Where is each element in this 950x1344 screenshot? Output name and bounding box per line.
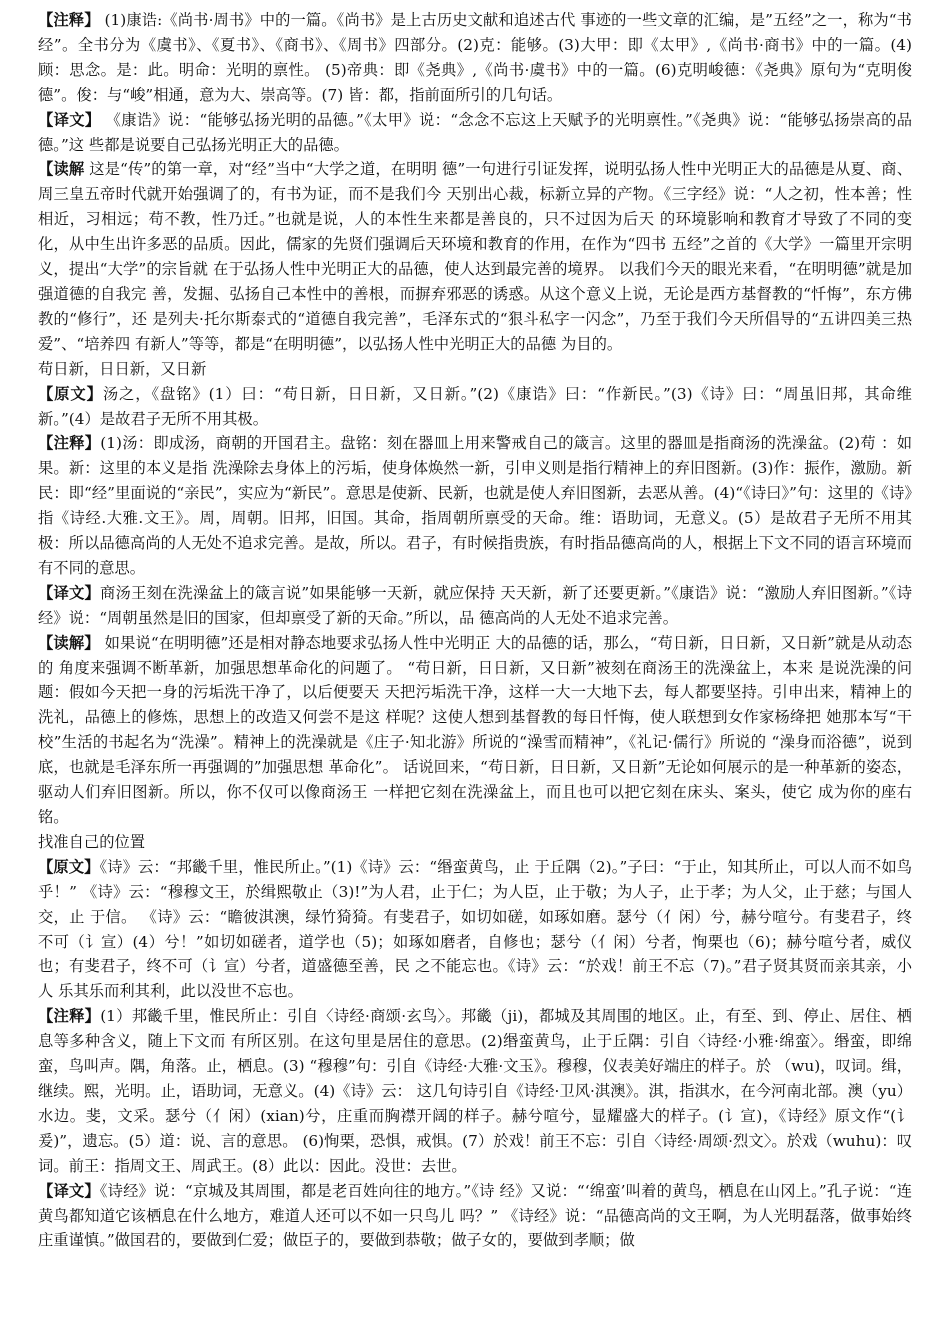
section-tag: 【注释】 xyxy=(38,434,101,453)
section-tag: 【译文】 xyxy=(38,583,100,602)
paragraph-interpretation-2 xyxy=(38,631,912,830)
paragraph-text: 商汤王刻在洗澡盆上的箴言说”如果能够一天新，就应保持 天天新，新了还要更新。”《康诰》说：“激励人弃旧图新。”《诗 经》说：“周朝虽然是旧的国家，但却禀受了新的天命。”所以，品 德高尚的人无处不追求完善。 xyxy=(38,583,912,627)
section-tag: 【读解】 xyxy=(38,633,100,652)
section-heading-position: 找准自己的位置 xyxy=(38,832,146,851)
paragraph-translation-3 xyxy=(38,1179,912,1254)
section-tag: 【原文】 xyxy=(38,857,100,876)
paragraph-original-2 xyxy=(38,382,912,432)
paragraph-text: 《诗》云：“邦畿千里，惟民所止。”(1)《诗》云：“缗蛮黄鸟，止 于丘隅（2)。”子曰：“于止，知其所止，可以人而不如鸟乎！” 《诗》云：“穆穆文王，於缉熙敬止（3)!”为人君，止于仁；为人臣，止于敬；为人子，止于孝；为人父，止于慈；与国人交，止 于信。 《诗》云：“瞻彼淇澳，绿竹猗猗。有斐君子，如切如磋，如琢如磨。瑟兮（亻闲）兮，赫兮喧兮。有斐君子，终不可（讠宣）(4）兮！”如切如磋者，道学也（5)；如琢如磨者，自修也；瑟兮（亻闲）兮者，恂栗也（6)；赫兮喧兮者，威仪也；有斐君子，终不可（讠宣）兮者，道盛德至善，民 之不能忘也。《诗》云：“於戏！前王不忘（7)。”君子贤其贤而亲其亲，小人 乐其乐而利其利，此以没世不忘也。 xyxy=(38,857,912,1001)
section-heading-renew: 苟日新，日日新，又日新 xyxy=(38,359,207,378)
paragraph-text: 这是“传”的第一章，对“经”当中“大学之道，在明明 德”一句进行引证发挥，说明弘扬人性中光明正大的品德是从夏、商、周三皇五帝时代就开始强调了的，有书为证，而不是我们今 天别出心裁，标新立异的产物。《三字经》说：“人之初，性本善；性相近，习相远；苟不教，性乃迁。”也就是说，人的本性生来都是善良的，只不过因为后天 的环境影响和教育才导致了不同的变化，从中生出许多恶的品质。因此，儒家的先贤们强调后天环境和教育的作用，在作为“四书 五经”之首的《大学》一篇里开宗明义，提出“大学”的宗旨就 在于弘扬人性中光明正大的品德，使人达到最完善的境界。 以我们今天的眼光来看，“在明明德”就是加强道德的自我完 善，发掘、弘扬自己本性中的善根，而摒弃邪恶的诱惑。从这个意义上说，无论是西方基督教的“忏悔”，东方佛教的“修行”，还 是列夫·托尔斯泰式的“道德自我完善”，毛泽东式的“狠斗私字一闪念”，乃至于我们今天所倡导的“五讲四美三热爱”、“培养四 有新人”等等，都是“在明明德”，以弘扬人性中光明正大的品德 为目的。 xyxy=(38,160,912,353)
paragraph-text: (1)康诰:《尚书·周书》中的一篇。《尚书》是上古历史文献和追述古代 事迹的一些文章的汇编，是”五经”之一，称为“书经”。全书分为《虞书》、《夏书》、《商书》、《周书》四部分。(2)克：能够。(3)大甲：即《太甲》,《尚书·商书》中的一篇。(4)顾：思念。是：此。明命：光明的禀性。 (5)帝典：即《尧典》,《尚书·虞书》中的一篇。(6)克明峻德：《尧典》原句为“克明俊德”。俊：与“峻”相通，意为大、崇高等。(7) 皆：都，指前面所引的几句话。 xyxy=(38,11,912,104)
paragraph-text: 汤之，《盘铭》(1）曰：“苟日新，日日新，又日新。”(2)《康诰》曰：“作新民。”(3)《诗》曰：“周虽旧邦，其命维新。”(4）是故君子无所不用其极。 xyxy=(38,384,912,428)
paragraph-text: 如果说“在明明德”还是相对静态地要求弘扬人性中光明正 大的品德的话，那么，“苟日新，日日新，又日新”就是从动态的 角度来强调不断革新，加强思想革命化的问题了。 “苟日新，日日新，又日新”被刻在商汤王的洗澡盆上，本来 是说洗澡的问题：假如今天把一身的污垢洗干净了，以后便要天 天把污垢洗干净，这样一大一大地下去，每人都要坚持。引申出来，精神上的洗礼，品德上的修炼，思想上的改造又何尝不是这 样呢？这使人想到基督教的每日忏悔，使人联想到女作家杨绛把 她那本写“干校”生活的书起名为“洗澡”。精神上的洗澡就是《庄子·知北游》所说的“澡雪而精神”，《礼记·儒行》所说的 “澡身而浴德”，说到底，也就是毛泽东所一再强调的”加强思想 革命化”。 话说回来，“苟日新，日日新，又日新”无论如何展示的是一种革新的姿态，驱动人们弃旧图新。所以，你不仅可以像商汤王 一样把它刻在洗澡盆上，而且也可以把它刻在床头、案头，使它 成为你的座右铭。 xyxy=(38,633,912,826)
paragraph-text: (1）邦畿千里，惟民所止：引自〈诗经·商颂·玄鸟〉。邦畿（ji)，都城及其周围的地区。止，有至、到、停止、居住、栖息等多种含义，随上下文而 有所区别。在这句里是居住的意思。(2)缗蛮黄鸟，止于丘隅：引自〈诗经·小雅·绵蛮〉。缗蛮，即绵蛮，鸟叫声。隅，角落。止，栖息。(3) “穆穆”句：引自《诗经·大雅·文玉》。穆穆，仪表美好端庄的样子。於 （wu)，叹词。缉，继续。熙，光明。止，语助词，无意义。(4)《诗》云： 这几句诗引自《诗经·卫风·淇澳》。淇，指淇水，在今河南北部。澳（yu） 水边。斐，文采。瑟兮（亻闲）(xian)兮，庄重而胸襟开阔的样子。赫兮喧兮，显耀盛大的样子。(讠宣)，《诗经》原文作“(讠爰)”，遗忘。(5）道：说、言的意思。 (6)恂栗，恐惧，戒惧。(7）於戏！前王不忘：引自〈诗经·周颂·烈文〉。於戏（wuhu)：叹词。前王：指周文王、周武王。(8）此以：因此。没世：去世。 xyxy=(38,1007,912,1175)
section-tag: 【译文】 xyxy=(38,110,101,129)
section-tag: 【读解 xyxy=(38,160,85,179)
paragraph-text: 《诗经》说：“京城及其周围，都是老百姓向往的地方。”《诗 经》又说：“‘绵蛮’叫着的黄鸟，栖息在山冈上。”孔子说：“连 黄鸟都知道它该栖息在什么地方，难道人还可以不如一只鸟儿 吗？” 《诗经》说：“品德高尚的文王啊，为人光明磊落，做事始终 庄重谨慎。”做国君的，要做到仁爱；做臣子的，要做到恭敬；做子女的，要做到孝顺；做 xyxy=(38,1181,912,1250)
section-tag: 【原文】 xyxy=(38,384,103,403)
paragraph-annotation-2 xyxy=(38,431,912,580)
paragraph-interpretation-1 xyxy=(38,157,912,356)
section-tag: 【注释】 xyxy=(38,1007,101,1026)
paragraph-annotation-3 xyxy=(38,1004,912,1178)
paragraph-original-3 xyxy=(38,855,912,1004)
paragraph-text: 《康诰》说：“能够弘扬光明的品德。”《太甲》说：“念念不忘这上天赋予的光明禀性。”《尧典》说：“能够弘扬崇高的品德。”这 些都是说要自己弘扬光明正大的品德。 xyxy=(38,110,912,154)
paragraph-text: (1)汤：即成汤，商朝的开国君主。盘铭：刻在器皿上用来警戒自己的箴言。这里的器皿是指商汤的洗澡盆。(2)苟 ：如果。新：这里的本义是指 洗澡除去身体上的污垢，使身体焕然一新，引申义则是指行精神上的弃旧图新。(3)作：振作，激励。新民：即“经”里面说的“亲民”，实应为“新民”。意思是使新、民新，也就是使人弃旧图新，去恶从善。(4)“《诗曰》”句：这里的《诗》指《诗经.大雅.文王》。周，周朝。旧邦，旧国。其命，指周朝所禀受的天命。维：语助词，无意义。(5）是故君子无所不用其极：所以品德高尚的人无处不追求完善。是故，所以。君子，有时候指贵族，有时指品德高尚的人，根据上下文不同的语言环境而有不同的意思。 xyxy=(38,434,912,577)
paragraph-translation-2 xyxy=(38,581,912,631)
section-tag: 【注释】 xyxy=(38,11,100,29)
paragraph-translation-1 xyxy=(38,108,912,158)
paragraph-annotation-1 xyxy=(38,8,912,108)
section-tag: 【译文】 xyxy=(38,1181,100,1200)
